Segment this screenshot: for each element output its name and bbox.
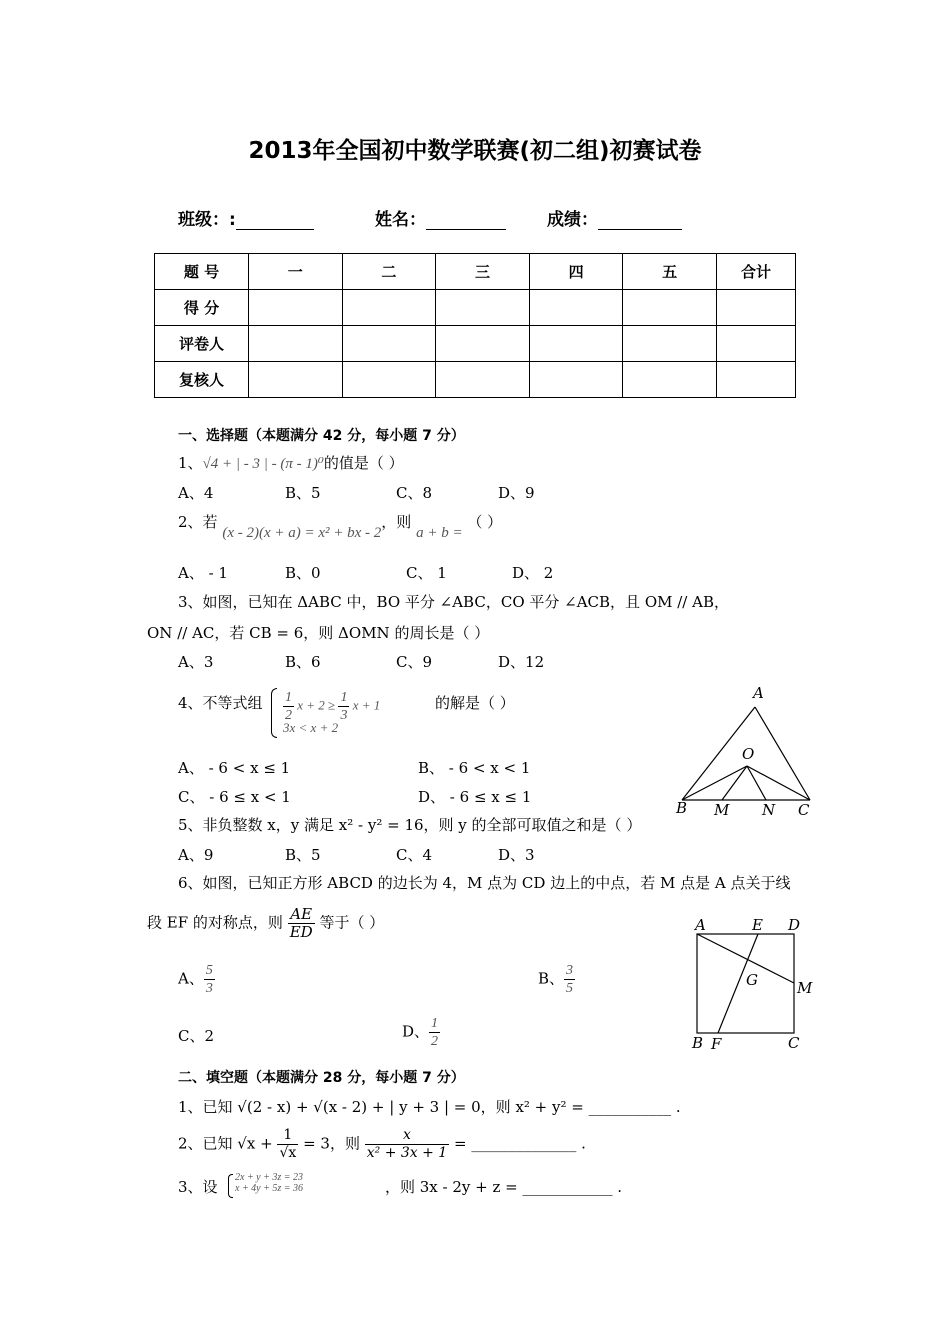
question-2-3-post: ，则 3x - 2y + z = ____________ . bbox=[385, 1178, 623, 1196]
question-1-2 bbox=[178, 511, 503, 541]
score-cell[interactable] bbox=[717, 326, 796, 362]
name-field bbox=[375, 205, 506, 230]
segment-om bbox=[722, 766, 747, 800]
q-mid: = 3，则 bbox=[303, 1134, 360, 1153]
class-field bbox=[178, 205, 314, 230]
header-cell: 三 bbox=[436, 254, 530, 290]
option-b[interactable]: B、5 bbox=[285, 484, 321, 502]
option-c[interactable]: C、4 bbox=[396, 846, 433, 864]
frac-den: ED bbox=[289, 923, 313, 941]
table-row bbox=[155, 362, 796, 398]
edge-ac bbox=[755, 707, 810, 800]
q-suffix: （ ） bbox=[467, 513, 503, 531]
option-c[interactable]: C、9 bbox=[396, 653, 433, 671]
question-1-1 bbox=[178, 452, 404, 473]
q-mid: ，则 bbox=[381, 513, 412, 531]
triangle-figure bbox=[672, 682, 822, 822]
frac-num: 3 bbox=[566, 963, 574, 978]
score-cell[interactable] bbox=[249, 326, 343, 362]
q-expr: (x - 2)(x + a) = x² + bx - 2 bbox=[222, 525, 382, 541]
option-b[interactable]: B、0 bbox=[285, 564, 321, 582]
opt-label: B、 bbox=[538, 969, 565, 988]
equation-2: x + 4y + 5z = 36 bbox=[235, 1183, 304, 1194]
option-d[interactable] bbox=[402, 1015, 440, 1050]
option-a[interactable]: A、 - 1 bbox=[178, 564, 228, 582]
table-row bbox=[155, 326, 796, 362]
option-a[interactable]: A、 - 6 < x ≤ 1 bbox=[178, 759, 291, 777]
score-blank[interactable] bbox=[598, 211, 682, 230]
q-pre: 段 EF 的对称点，则 bbox=[147, 913, 283, 932]
score-cell[interactable] bbox=[529, 362, 623, 398]
option-c[interactable]: C、2 bbox=[178, 1027, 215, 1045]
fraction-ae-ed bbox=[288, 906, 315, 941]
score-cell[interactable] bbox=[717, 362, 796, 398]
option-d[interactable]: D、12 bbox=[498, 653, 545, 671]
question-2-2 bbox=[178, 1127, 586, 1162]
label-a: A bbox=[695, 916, 706, 934]
header-cell: 四 bbox=[529, 254, 623, 290]
score-cell[interactable] bbox=[342, 290, 436, 326]
question-1-6-line1: 6、如图，已知正方形 ABCD 的边长为 4，M 点为 CD 边上的中点，若 M 点是 A 点关于线 bbox=[178, 874, 791, 892]
question-2-3-pre: 3、设 bbox=[178, 1178, 218, 1196]
fraction bbox=[283, 689, 294, 724]
score-cell[interactable] bbox=[249, 362, 343, 398]
option-b[interactable] bbox=[538, 962, 575, 997]
row-label: 得 分 bbox=[155, 290, 249, 326]
frac-den: √x bbox=[279, 1145, 297, 1161]
question-1-4-suffix: 的解是（ ） bbox=[435, 694, 515, 712]
label-e: E bbox=[752, 916, 763, 934]
fraction bbox=[564, 962, 575, 997]
equation-1: 2x + y + 3z = 23 bbox=[235, 1172, 304, 1183]
segment-bo bbox=[682, 766, 747, 800]
label-c: C bbox=[798, 801, 810, 819]
section-1-heading: 一、选择题（本题满分 42 分，每小题 7 分） bbox=[178, 428, 465, 444]
option-c[interactable]: C、 - 6 ≤ x < 1 bbox=[178, 788, 291, 806]
frac-den: 2 bbox=[285, 708, 292, 723]
question-2-1: 1、已知 √(2 - x) + √(x - 2) + | y + 3 | = 0，则 x² + y² = ___________ . bbox=[178, 1098, 681, 1116]
row-label: 复核人 bbox=[155, 362, 249, 398]
header-cell: 一 bbox=[249, 254, 343, 290]
q-suffix: 的值是（ ） bbox=[323, 454, 404, 472]
frac-num: x bbox=[365, 1127, 449, 1145]
option-a[interactable]: A、9 bbox=[178, 846, 214, 864]
fraction bbox=[204, 962, 215, 997]
score-cell[interactable] bbox=[436, 326, 530, 362]
score-cell[interactable] bbox=[529, 290, 623, 326]
score-cell[interactable] bbox=[717, 290, 796, 326]
row-label: 评卷人 bbox=[155, 326, 249, 362]
frac-num: 1 bbox=[277, 1127, 298, 1145]
name-blank[interactable] bbox=[426, 211, 506, 230]
option-a[interactable]: A、4 bbox=[178, 484, 214, 502]
score-cell[interactable] bbox=[623, 290, 717, 326]
label-f: F bbox=[711, 1035, 722, 1053]
frac-num: 1 bbox=[340, 690, 348, 705]
header-cell: 题 号 bbox=[155, 254, 249, 290]
frac-den: 2 bbox=[431, 1034, 439, 1049]
q-pre: 2、已知 √x + bbox=[178, 1134, 273, 1153]
score-cell[interactable] bbox=[529, 326, 623, 362]
option-c[interactable]: C、 1 bbox=[406, 564, 447, 582]
score-cell[interactable] bbox=[342, 326, 436, 362]
score-cell[interactable] bbox=[623, 326, 717, 362]
score-field bbox=[547, 205, 682, 230]
page-title: 2013年全国初中数学联赛(初二组)初赛试卷 bbox=[248, 138, 702, 164]
label-m: M bbox=[714, 801, 730, 819]
system-brace bbox=[228, 1174, 233, 1198]
q-prefix: 1、 bbox=[178, 454, 203, 472]
system-brace bbox=[271, 688, 277, 738]
q-expr: √4 + | - 3 | - (π - 1)⁰ bbox=[202, 456, 324, 472]
option-d[interactable]: D、 - 6 ≤ x ≤ 1 bbox=[418, 788, 532, 806]
class-blank[interactable] bbox=[236, 211, 314, 230]
option-b[interactable]: B、6 bbox=[285, 653, 321, 671]
score-table-header bbox=[155, 254, 796, 290]
q-prefix: 2、若 bbox=[178, 513, 218, 531]
table-row bbox=[155, 290, 796, 326]
fraction bbox=[365, 1127, 449, 1162]
label-b: B bbox=[676, 799, 688, 817]
frac-den: 5 bbox=[566, 981, 574, 996]
question-1-5: 5、非负整数 x，y 满足 x² - y² = 16，则 y 的全部可取值之和是（ ） bbox=[178, 816, 642, 834]
option-d[interactable]: D、 2 bbox=[512, 564, 554, 582]
frac-num: 1 bbox=[431, 1016, 439, 1031]
ineq-end: x + 1 bbox=[352, 697, 381, 713]
q-post: = ______________ . bbox=[454, 1134, 586, 1153]
label-n: N bbox=[762, 801, 776, 819]
inequality-1 bbox=[283, 689, 380, 724]
label-c: C bbox=[788, 1034, 800, 1052]
score-table bbox=[154, 253, 796, 398]
question-1-6-line2 bbox=[147, 906, 384, 941]
frac-num: 1 bbox=[285, 690, 292, 705]
score-cell[interactable] bbox=[342, 362, 436, 398]
frac-den: 3 bbox=[205, 981, 213, 996]
name-label: 姓名： bbox=[375, 210, 426, 230]
question-1-3-line1: 3、如图，已知在 ΔABC 中，BO 平分 ∠ABC，CO 平分 ∠ACB，且 OM // AB， bbox=[178, 593, 729, 611]
class-label: 班级：: bbox=[178, 210, 236, 230]
score-cell[interactable] bbox=[249, 290, 343, 326]
score-label: 成绩： bbox=[547, 210, 598, 230]
label-m: M bbox=[797, 979, 813, 997]
equation-system bbox=[235, 1172, 303, 1194]
header-cell: 合计 bbox=[717, 254, 796, 290]
question-1-4-prefix: 4、不等式组 bbox=[178, 694, 263, 712]
square-figure bbox=[688, 912, 818, 1057]
q-post: 等于（ ） bbox=[319, 913, 385, 932]
score-cell[interactable] bbox=[623, 362, 717, 398]
q-expr2: a + b = bbox=[416, 525, 463, 541]
option-c[interactable]: C、8 bbox=[396, 484, 433, 502]
opt-label: D、 bbox=[402, 1022, 430, 1041]
header-cell: 二 bbox=[342, 254, 436, 290]
question-1-3-line2: ON // AC，若 CB = 6，则 ΔOMN 的周长是（ ） bbox=[147, 624, 490, 642]
option-a[interactable] bbox=[178, 962, 215, 997]
label-b: B bbox=[692, 1034, 704, 1052]
label-g: G bbox=[746, 971, 758, 989]
option-b[interactable]: B、 - 6 < x < 1 bbox=[418, 759, 531, 777]
label-a: A bbox=[753, 684, 764, 702]
option-d[interactable]: D、3 bbox=[498, 846, 535, 864]
option-d[interactable]: D、9 bbox=[498, 484, 535, 502]
frac-den: 3 bbox=[340, 708, 348, 723]
option-b[interactable]: B、5 bbox=[285, 846, 321, 864]
label-o: O bbox=[742, 745, 755, 763]
fraction bbox=[338, 689, 349, 724]
opt-label: A、 bbox=[178, 969, 204, 988]
fraction bbox=[277, 1127, 298, 1162]
score-cell[interactable] bbox=[436, 362, 530, 398]
frac-den: x² + 3x + 1 bbox=[366, 1145, 448, 1161]
inequality-2: 3x < x + 2 bbox=[283, 720, 339, 735]
frac-num: 5 bbox=[205, 963, 213, 978]
ineq-mid: x + 2 ≥ bbox=[297, 697, 336, 713]
fraction bbox=[429, 1015, 440, 1050]
header-cell: 五 bbox=[623, 254, 717, 290]
label-d: D bbox=[788, 916, 801, 934]
option-a[interactable]: A、3 bbox=[178, 653, 214, 671]
score-cell[interactable] bbox=[436, 290, 530, 326]
section-2-heading: 二、填空题（本题满分 28 分，每小题 7 分） bbox=[178, 1070, 465, 1086]
frac-num: AE bbox=[288, 906, 315, 924]
